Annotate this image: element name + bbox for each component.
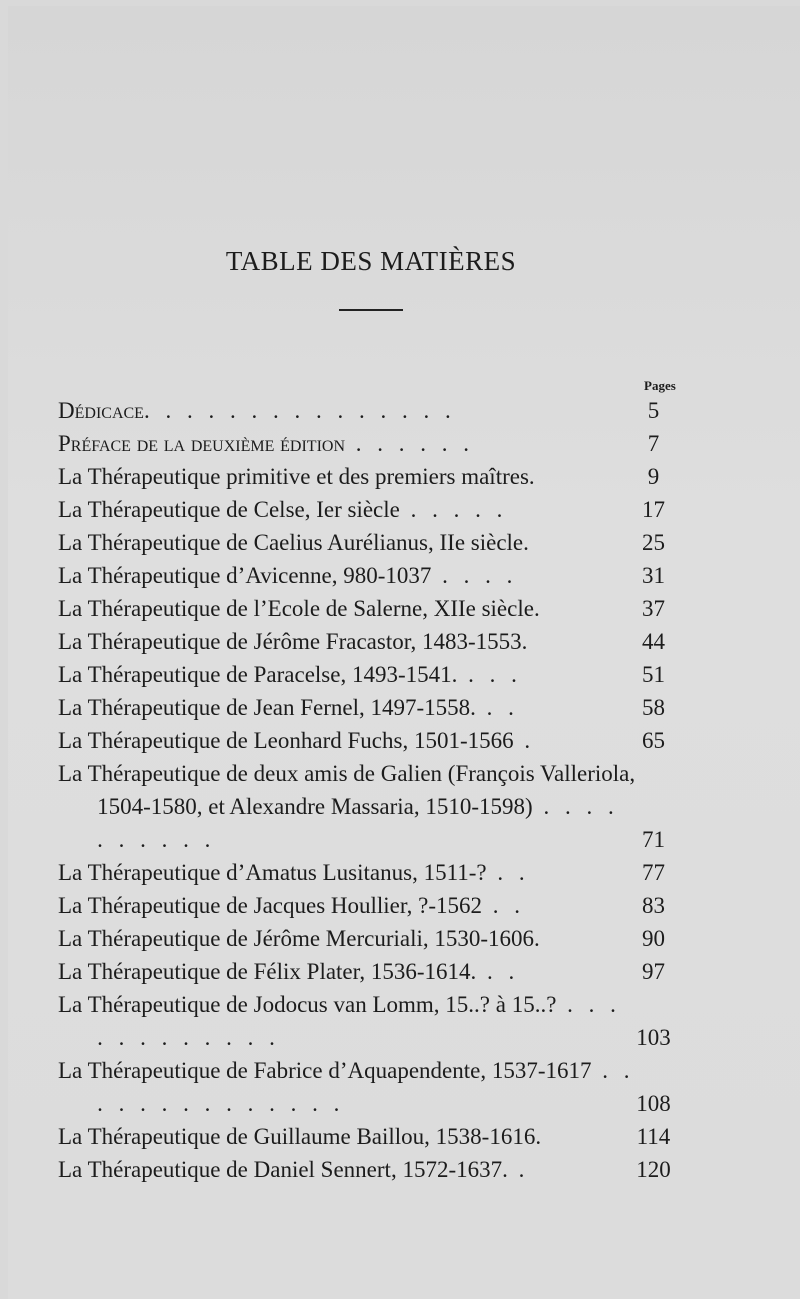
toc-leader-dots: . . . . . . [345, 431, 475, 456]
toc-entry [58, 988, 698, 1054]
toc-entry [58, 724, 698, 757]
toc-entry [58, 757, 698, 856]
toc-leader-dots: . . . . . . . . . . . . . . . [143, 398, 456, 423]
toc-entry [58, 526, 698, 559]
toc-page-number: 65 [641, 728, 665, 753]
toc-entry-title: La Thérapeutique de Félix Plater, 1536-1614. [58, 959, 477, 984]
toc-entry-title: Dédicace [58, 398, 144, 423]
toc-entry [58, 889, 698, 922]
pages-column-label: Pages [644, 378, 676, 393]
toc-entry [58, 1153, 698, 1186]
toc-leader-dots: . . . [457, 662, 522, 687]
toc-entry-title: La Thérapeutique de Celse, Ier siècle [58, 497, 400, 522]
toc-page-number: 9 [647, 464, 660, 489]
toc-entry-title: Préface de la deuxième édition [58, 431, 346, 456]
toc-entry [58, 493, 698, 526]
toc-entry [58, 559, 698, 592]
toc-leader-dots: . . . . . [399, 497, 508, 522]
toc-leader-dots: . . [482, 893, 525, 918]
toc-leader-dots: . . [476, 959, 520, 984]
toc-page-number: 17 [641, 497, 665, 522]
toc-page-number: 120 [636, 1157, 671, 1182]
toc-entry-title: La Thérapeutique de Caelius Aurélianus, IIe siècle. [58, 530, 529, 555]
toc-entry-title: La Thérapeutique de Jérôme Fracastor, 1483-1553. [58, 629, 528, 654]
toc-entry [58, 691, 698, 724]
toc-entry-title: La Thérapeutique de Jodocus van Lomm, 15..? à 15..? [58, 992, 557, 1017]
page-title: TABLE DES MATIÈRES [225, 246, 517, 276]
toc-leader-dots: . . . . [431, 563, 518, 588]
toc-page-number: 25 [641, 530, 665, 555]
toc-entry-title: La Thérapeutique d’Amatus Lusitanus, 1511-? [58, 860, 487, 885]
toc-page-number: 77 [641, 860, 665, 885]
toc-entry [58, 1120, 698, 1153]
toc-page-number: 83 [641, 893, 665, 918]
toc-page-number: 44 [641, 629, 665, 654]
toc-entry [58, 658, 698, 691]
toc-leader-dots: . . . . . . . . . . . . [97, 992, 621, 1050]
toc-entry-title: La Thérapeutique d’Avicenne, 980-1037 [58, 563, 432, 588]
toc-entry-title: La Thérapeutique de Jacques Houllier, ?-1562 [58, 893, 482, 918]
toc-page-number: 71 [641, 827, 665, 852]
toc-leader-dots: . . [475, 695, 519, 720]
toc-leader-dots: . . [486, 860, 530, 885]
toc-entry-title: La Thérapeutique de Paracelse, 1493-1541. [58, 662, 458, 687]
toc-page-number: 51 [641, 662, 665, 687]
toc-entry [58, 394, 698, 427]
toc-entry [58, 922, 698, 955]
toc-page-number: 103 [636, 1025, 671, 1050]
toc-entry [58, 460, 698, 493]
toc-page-number: 58 [641, 695, 665, 720]
toc-page-number: 31 [641, 563, 665, 588]
toc-entry [58, 1054, 698, 1120]
toc-entry [58, 856, 698, 889]
toc-leader-dots: . . . . . . . . . . [97, 794, 619, 852]
toc-leader-dots: . . . . . . . . . . . . . . [97, 1058, 635, 1116]
toc-entry [58, 427, 698, 460]
title-rule [339, 309, 403, 311]
toc-leader-dots: . [507, 1157, 530, 1182]
toc-entry [58, 592, 698, 625]
toc-entry-title: La Thérapeutique de Jean Fernel, 1497-1558. [58, 695, 476, 720]
toc-entry-title: La Thérapeutique de l’Ecole de Salerne, XIIe siècle. [58, 596, 540, 621]
toc-page-number: 37 [641, 596, 665, 621]
toc-entry-title: La Thérapeutique de deux amis de Galien (François Valleriola, 1504-1580, et Alexandre Massaria, 1510-1598) [58, 761, 636, 819]
book-page [8, 6, 800, 1299]
table-of-contents [58, 394, 698, 1186]
toc-page-number: 97 [641, 959, 665, 984]
toc-entry-title: La Thérapeutique de Jérôme Mercuriali, 1530-1606. [58, 926, 540, 951]
toc-entry [58, 625, 698, 658]
toc-page-number: 114 [636, 1124, 671, 1149]
toc-leader-dots: . [513, 728, 536, 753]
toc-entry-title: La Thérapeutique de Guillaume Baillou, 1538-1616. [58, 1124, 542, 1149]
toc-entry-title: La Thérapeutique primitive et des premiers maîtres. [58, 464, 535, 489]
toc-entry-title: La Thérapeutique de Leonhard Fuchs, 1501-1566 [58, 728, 514, 753]
toc-page-number: 7 [647, 431, 660, 456]
toc-page-number: 90 [641, 926, 665, 951]
toc-entry [58, 955, 698, 988]
toc-entry-title: La Thérapeutique de Fabrice d’Aquapendente, 1537-1617 [58, 1058, 592, 1083]
toc-entry-title: La Thérapeutique de Daniel Sennert, 1572-1637. [58, 1157, 508, 1182]
toc-page-number: 5 [647, 398, 660, 423]
toc-page-number: 108 [636, 1091, 671, 1116]
